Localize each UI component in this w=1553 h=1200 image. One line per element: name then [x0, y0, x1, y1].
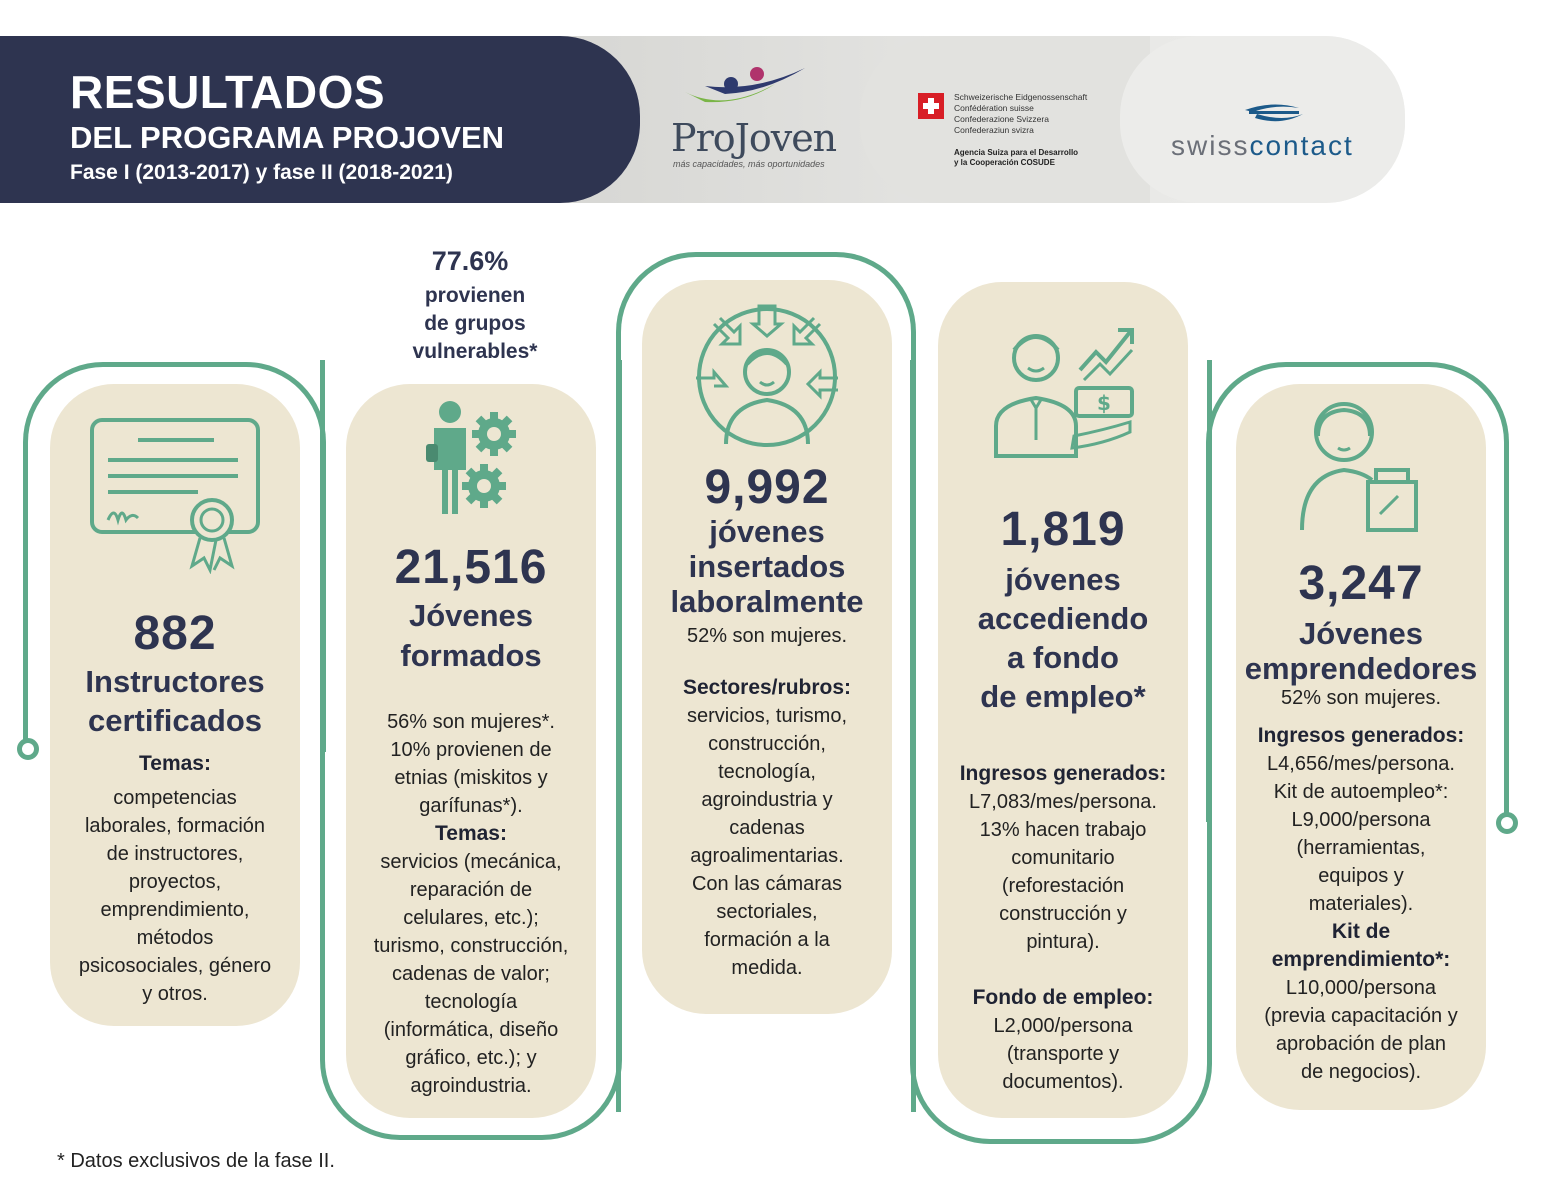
card-body [1236, 974, 1486, 1086]
body-line: (herramientas, [1296, 837, 1426, 859]
body-line: psicosociales, género [78, 955, 272, 977]
card-label: de empleo* [980, 679, 1146, 714]
card-subhead: emprendimiento*: [1271, 948, 1451, 971]
card-subhead: Kit de [1331, 920, 1391, 943]
card-body [938, 1012, 1188, 1096]
body-line: agroalimentarias. [690, 845, 844, 867]
outline-dot-left [17, 738, 39, 760]
worker-gears-icon [416, 398, 526, 518]
body-line: formación a la [704, 929, 830, 951]
body-line: reparación de [409, 879, 533, 901]
card-subhead: Temas: [139, 752, 211, 775]
card-fondo [938, 282, 1188, 1118]
card-label: accediendo [977, 601, 1149, 636]
card-label: a fondo [1007, 640, 1119, 675]
swiss-line: Confederazione Svizzera [954, 114, 1049, 124]
body-line: sectoriales, [716, 901, 818, 923]
body-line: de instructores, [106, 843, 244, 865]
cosude-logo [918, 90, 1118, 180]
card-women: 52% son mujeres. [1280, 687, 1442, 709]
card-body [346, 848, 596, 1100]
body-line: materiales). [1308, 893, 1414, 915]
body-line: garífunas*). [419, 795, 523, 817]
body-line: Kit de autoempleo*: [1273, 781, 1449, 803]
body-line: comunitario [1011, 847, 1115, 869]
body-line: servicios, turismo, [686, 705, 848, 727]
card-label: laboralmente [670, 584, 864, 619]
projoven-swoosh-icon [665, 62, 815, 122]
card-subhead: Ingresos generados: [959, 762, 1167, 785]
body-line: competencias [113, 787, 237, 809]
svg-text:$: $ [1097, 391, 1111, 415]
card-number: 3,247 [1298, 557, 1424, 610]
body-line: (informática, diseño [383, 1019, 559, 1041]
body-line: aprobación de plan [1275, 1033, 1447, 1055]
vulnerable-line: vulnerables* [412, 340, 538, 363]
card-label: emprendedores [1244, 651, 1478, 686]
card-label: Jóvenes [408, 598, 534, 633]
body-line: equipos y [1318, 865, 1404, 887]
vulnerable-percent: 77.6% [431, 246, 509, 276]
page-subtitle: DEL PROGRAMA PROJOVEN [70, 120, 505, 155]
vulnerable-line: provienen [424, 284, 526, 307]
swisscontact-word-b: contact [1249, 130, 1354, 161]
card-label: jóvenes [1005, 562, 1121, 597]
card-label: Jóvenes [1298, 616, 1424, 651]
body-line: pintura). [1026, 931, 1100, 953]
card-subhead: Sectores/rubros: [682, 676, 852, 699]
swiss-line: Schweizerische Eidgenossenschaft [954, 92, 1088, 102]
body-line: (previa capacitación y [1264, 1005, 1458, 1027]
body-line: (reforestación [1001, 875, 1125, 897]
body-line: cadenas de valor; [392, 963, 550, 985]
body-line: métodos [136, 927, 214, 949]
body-line: tecnología [424, 991, 518, 1013]
swisscontact-word-a: swiss [1171, 130, 1250, 161]
body-line: servicios (mecánica, [380, 851, 562, 873]
body-line: turismo, construcción, [373, 935, 569, 957]
swiss-confederation-names [954, 92, 1087, 136]
body-line: 56% son mujeres*. [387, 711, 555, 733]
card-body [642, 702, 892, 982]
projoven-wordmark: ProJoven [671, 116, 837, 160]
body-line: L7,083/mes/persona. [969, 791, 1157, 813]
body-line: construcción y [999, 903, 1127, 925]
swisscontact-mark-icon [1165, 100, 1385, 130]
swiss-flag-icon [918, 93, 944, 119]
card-label: Instructores [85, 664, 265, 699]
title-block [0, 36, 640, 203]
body-line: 13% hacen trabajo [979, 819, 1147, 841]
entrepreneur-icon [1296, 396, 1426, 536]
body-line: L10,000/persona [1285, 977, 1437, 999]
card-body [346, 708, 596, 820]
body-line: L2,000/persona [993, 1015, 1133, 1037]
cosude-agency-name [954, 148, 1078, 168]
employee-money-icon [992, 318, 1142, 468]
body-line: L9,000/persona [1291, 809, 1431, 831]
card-formados [346, 384, 596, 1118]
agency-line: y la Cooperación COSUDE [954, 158, 1055, 167]
body-line: emprendimiento, [100, 899, 250, 921]
page-title: RESULTADOS [70, 66, 386, 118]
body-line: (transporte y [1006, 1043, 1120, 1065]
swiss-line: Confédération suisse [954, 103, 1034, 113]
body-line: y otros. [142, 983, 208, 1005]
card-women: 52% son mujeres. [686, 625, 848, 647]
body-line: de negocios). [1300, 1061, 1422, 1083]
body-line: celulares, etc.); [403, 907, 539, 929]
card-subhead: Ingresos generados: [1257, 724, 1465, 747]
body-line: construcción, [708, 733, 826, 755]
agency-line: Agencia Suiza para el Desarrollo [954, 148, 1079, 157]
card-emprendedores [1236, 384, 1486, 1110]
body-line: 10% provienen de [390, 739, 552, 761]
projoven-tagline: más capacidades, más oportunidades [673, 159, 825, 169]
swiss-line: Confederaziun svizra [954, 125, 1034, 135]
footnote: * Datos exclusivos de la fase II. [57, 1150, 335, 1172]
body-line: laborales, formación [84, 815, 266, 837]
body-line: documentos). [1002, 1071, 1124, 1093]
body-line: cadenas [729, 817, 805, 839]
body-line: agroindustria. [410, 1075, 532, 1097]
body-line: medida. [731, 957, 803, 979]
card-instructores [50, 384, 300, 1026]
card-insertados [642, 280, 892, 1014]
card-number: 21,516 [394, 541, 548, 594]
card-subhead: Temas: [435, 822, 507, 845]
projoven-logo [665, 62, 837, 177]
card-body [50, 784, 300, 1008]
card-number: 882 [133, 607, 217, 660]
swisscontact-logo [1165, 100, 1385, 170]
outline-dot-right [1496, 812, 1518, 834]
card-label: formados [400, 638, 542, 673]
body-line: Con las cámaras [691, 873, 843, 895]
body-line: L4,656/mes/persona. [1267, 753, 1455, 775]
swisscontact-wordmark [1171, 130, 1354, 162]
body-line: tecnología, [718, 761, 816, 783]
card-label: insertados [688, 549, 846, 584]
body-line: gráfico, etc.); y [405, 1047, 537, 1069]
card-number: 1,819 [1000, 503, 1126, 556]
vulnerable-text [380, 282, 570, 366]
card-number: 9,992 [704, 461, 830, 514]
card-body [1236, 750, 1486, 918]
certificate-icon [88, 414, 264, 574]
person-inserted-icon [692, 302, 842, 452]
card-label: jóvenes [709, 514, 825, 549]
body-line: agroindustria y [701, 789, 833, 811]
page-phase: Fase I (2013-2017) y fase II (2018-2021) [70, 161, 453, 184]
card-label: certificados [87, 703, 262, 738]
vulnerable-line: de grupos [424, 312, 526, 335]
card-subhead: Fondo de empleo: [972, 986, 1154, 1009]
card-body [938, 788, 1188, 956]
body-line: etnias (miskitos y [394, 767, 548, 789]
body-line: proyectos, [128, 871, 222, 893]
